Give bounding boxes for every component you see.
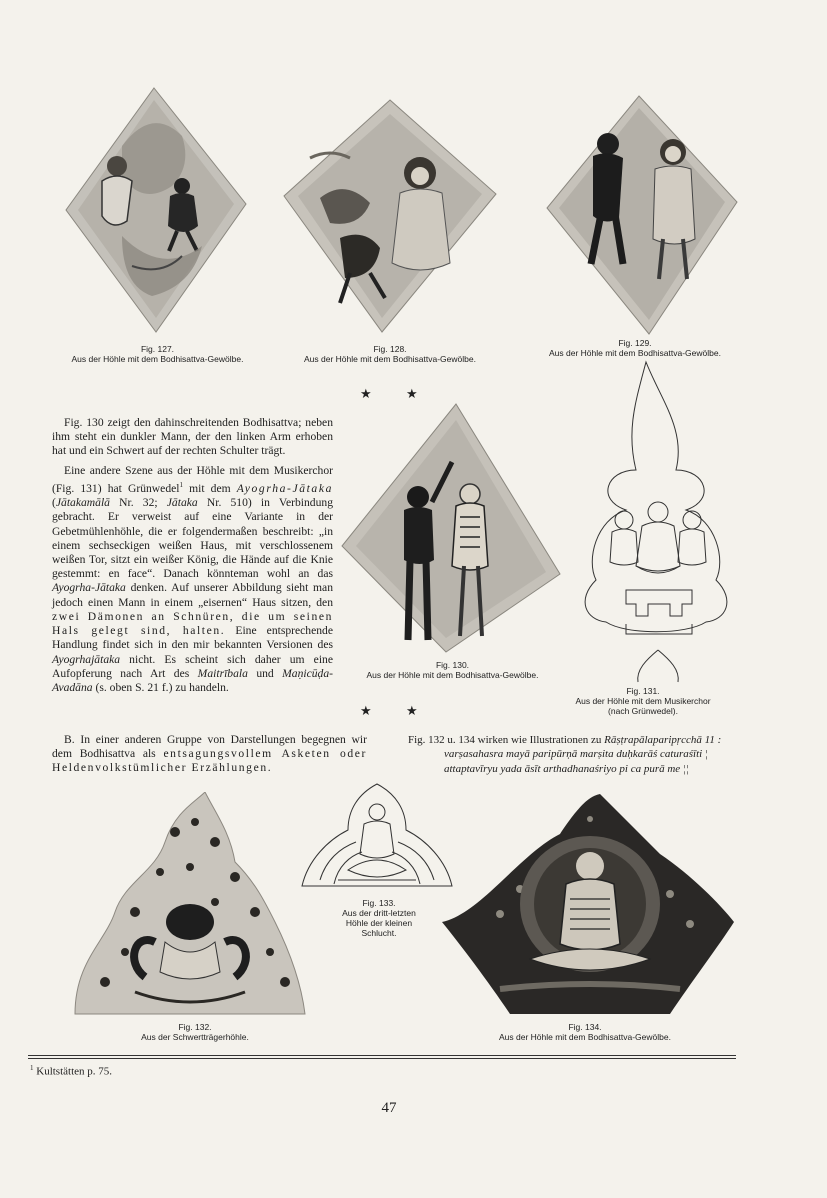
fig132-label: Fig. 132. [178, 1022, 212, 1032]
fig128-label: Fig. 128. [373, 344, 407, 354]
footnote-rule-2 [28, 1058, 736, 1059]
footnote [30, 1064, 112, 1078]
paragraph-fig131: Eine andere Szene aus der Höhle mit dem Musikerchor (Fig. 131) hat Grünwedel$^1$ mit dem Ayogrha-Jātaka (Jātakamālā Nr. 32; Jātaka Nr. 510) in Verbindung gebracht. Er verweist auf eine Variante in der Gebetmühlenhöhle, die er folgendermaßen beschreibt: „in einem sechseckigen weißen Haus, mit verschlossenem weißen Tor, sitzt ein weißer König, die Hände auf die Knie gestemmt: en face“. Danach könnteman wohl an das Ayogrha-Jātaka denken. Auf unserer Abbildung sieht man jedoch einen Mann in einem „eisernen“ Haus sitzen, den zwei Dämonen an Schnüren, die um seinen Hals gelegt sind, halten. Eine entsprechende Handlung findet sich in den mir bekannten Versionen des Ayogrhajātaka nicht. Es scheint sich daher um eine Aufopferung nach Art des Maitrībala und Maṇicūḍa-Avadāna (s. oben S. 21 f.) zu handeln. [52, 464, 333, 694]
fig131-label: Fig. 131. [626, 686, 660, 696]
figure-130 [338, 402, 564, 654]
paragraph-section-b: B. In einer anderen Gruppe von Darstellungen begegnen wir dem Bodhisattva als entsagungsvollem Asketen oder Heldenvolkstümlicher Erzählungen. [52, 733, 367, 775]
figure-129 [543, 94, 739, 336]
ornament-star: ★ [406, 386, 418, 401]
ornament-star: ★ [360, 386, 372, 401]
figure-131 [566, 360, 752, 684]
fig128-caption: Aus der Höhle mit dem Bodhisattva-Gewölbe. [304, 354, 476, 364]
figure-127 [62, 86, 250, 334]
figure-134 [440, 794, 736, 1016]
ornament-star: ★ [360, 703, 372, 718]
fig130-caption: Aus der Höhle mit dem Bodhisattva-Gewölbe. [366, 670, 539, 680]
figure-133 [298, 780, 456, 892]
fig130-label: Fig. 130. [435, 660, 470, 670]
footnote-rule [28, 1055, 736, 1056]
footnote-ref: 1 [179, 481, 183, 490]
fig134-label: Fig. 134. [568, 1022, 602, 1032]
fig132-caption: Aus der Schwertträgerhöhle. [141, 1032, 249, 1042]
fig134-caption: Aus der Höhle mit dem Bodhisattva-Gewölbe. [499, 1032, 671, 1042]
fig129-caption: Aus der Höhle mit dem Bodhisattva-Gewölbe. [549, 348, 721, 358]
fig129-label: Fig. 129. [618, 338, 652, 348]
paragraph-fig130: Fig. 130 zeigt den dahinschreitenden Bodhisattva; neben ihm steht ein dunkler Mann, der den linken Arm erhoben hat und ein Schwert auf der rechten Schulter trägt. [52, 416, 333, 458]
fig131-caption: Aus der Höhle mit dem Musikerchor (nach Grünwedel). [575, 696, 711, 716]
fig127-caption: Aus der Höhle mit dem Bodhisattva-Gewölbe. [71, 354, 244, 364]
fig133-label: Fig. 133. [362, 898, 396, 908]
figure-128 [280, 98, 500, 336]
page-number: 47 [381, 1100, 397, 1116]
footnote-text: Kultstätten p. 75. [36, 1065, 113, 1078]
fig133-caption: Aus der dritt-letzten Höhle der kleinen Schlucht. [342, 908, 416, 938]
fig127-label: Fig. 127. [140, 344, 175, 354]
ornament-star: ★ [406, 703, 418, 718]
figure-132 [65, 792, 311, 1016]
sanskrit-quote: Fig. 132 u. 134 wirken wie Illustrationen zu Rāṣṭrapālaparipṛcchā 11 : varṣasahasra mayā paripūrṇā marṣita duḥkarāś caturaśīti ¦ attaptavīryu yada āsīt arthadhanaśriyo pi ca purā me ¦¦ [408, 734, 722, 775]
footnote-mark: 1 [30, 1064, 34, 1072]
